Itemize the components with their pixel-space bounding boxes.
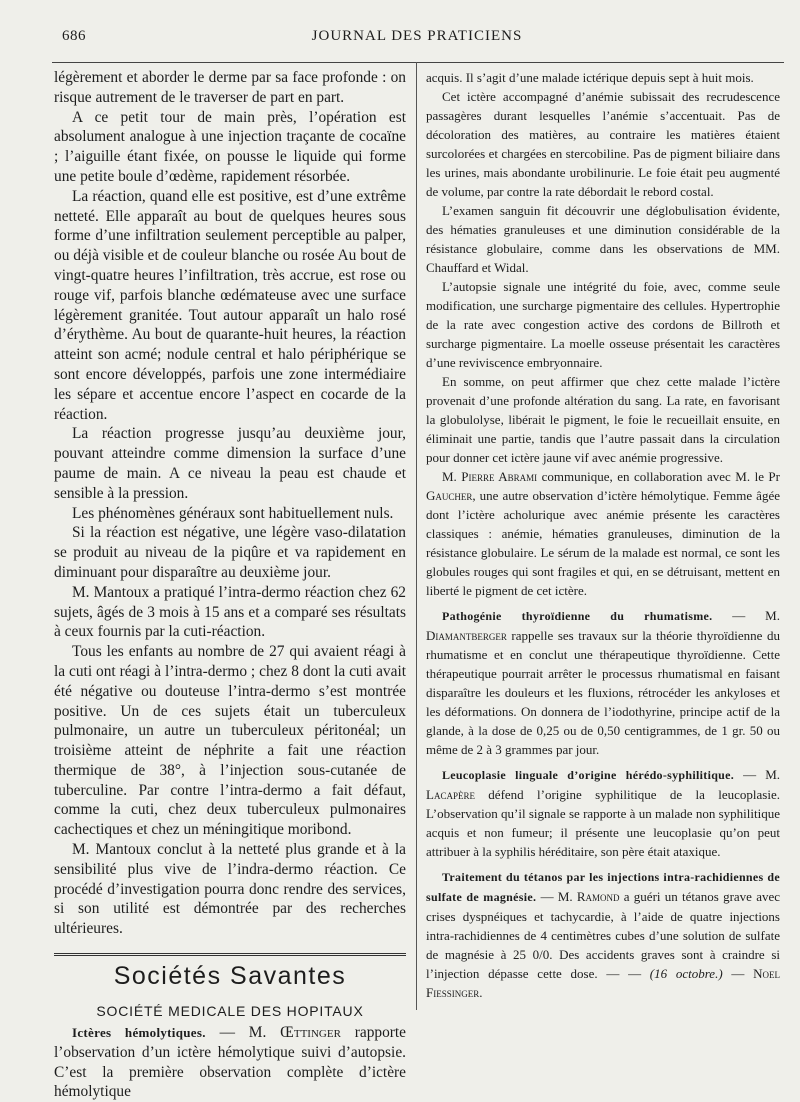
paragraph: L’autopsie signale une intégrité du foie, avec, comme seule modification, une surcharge pigmentaire des cellules. Hypertrophie de la rate avec congestion active des cordons de Billroth et surcharge pigmentaire. La moelle osseuse présentait les caractères d’une reviviscence embryonnaire. [426,279,780,370]
paragraph [426,765,780,861]
paragraph: M. Mantoux conclut à la netteté plus grande et à la sensibilité plus vive de l’indra-dermo réaction. Ce procédé d’investigation pourra donc rendre des services, si son utilité est démontrée par des recherches ultérieures. [54,841,406,938]
session-date: (16 octobre.) [649,966,723,981]
author-name: Ramond [576,889,620,904]
society-subtitle: SOCIÉTÉ MEDICALE DES HOPITAUX [96,1003,364,1020]
article-text: défend l’origine syphilitique de la leucoplasie. L’observation qu’il signale se rapporte à un malade non syphilitique acquis et non fumeur; il présente une leucoplasie qu’on peut attribuer à la syphilis héréditaire, son père était ataxique. [426,787,780,859]
dash: — M. [734,767,780,782]
author-name: Lacapère [426,787,475,802]
dash: — [722,966,754,981]
author-name: Diamantberger [426,628,507,643]
paragraph [426,867,780,1002]
text: M. [442,469,462,484]
article-text: , une autre observation d’ictère hémolytique. Femme âgée dont l’ictère acholurique avec anémie présente les caractères classiques : anémie, hématies granuleuses, diminution de la résistance globulaire. Le sérum de la malade est normal, ce sont les globules rouges qui sont fragiles et qui, en se détruisant, mettent en liberté le pigment de cet ictère. [426,488,780,598]
article-text: a guéri un tétanos grave avec crises dyspnéiques et tachycardie, à l’aide de quatre injections intra-rachidiennes de 4 centimètres cubes d’une solution de sulfate de magnésie à 25 0/0. Des accidents graves sont à craindre si l’injection dépasse cette dose. — — [426,889,780,981]
paragraph: Si la réaction est négative, une légère vaso-dilatation se produit au niveau de la piqûre et va rapidement en diminuant pour disparaître au deuxième jour. [54,524,406,581]
paragraph: La réaction progresse jusqu’au deuxième jour, pouvant atteindre comme dimension la surface d’une paume de main. A ce niveau la peau est chaude et sensible à la pression. [54,425,406,502]
paragraph: En somme, on peut affirmer que chez cette malade l’ictère provenait d’une profonde altération du sang. La rate, en favorisant la globulolyse, libérait le pigment, le foie le recueillait ensuite, en éliminait une partie, tandis que l’autre passait dans la circulation pour donner cet ictère jaune vif avec anémie progressive. [426,374,780,465]
paragraph: L’examen sanguin fit découvrir une déglobulisation évidente, des hématies granuleuses et une diminution considérable de la résistance globulaire, comme dans les observations de MM. Chauffard et Widal. [426,203,780,275]
right-column [426,68,780,1002]
paragraph: légèrement et aborder le derme par sa face profonde : on risque autrement de le traverser de part en part. [54,69,406,106]
text: communique, en collaboration avec M. le Pr [537,469,780,484]
paragraph [426,606,780,759]
paragraph [54,1023,406,1102]
paragraph: Cet ictère accompagné d’anémie subissait des recrudescence passagères durant lesquelles l’anémie s’accentuait. Pas de décoloration des matières, au contraire les matières étaient surcolorées et chargées en stercobiline. Pas de pigment biliaire dans les urines, mais abondante urobilinurie. Le foie était peu augmenté de volume, par contre la rate débordait le rebord costal. [426,89,780,199]
section-rule [54,953,406,956]
author-name: Pierre Abrami [461,469,538,484]
paragraph: acquis. Il s’agit d’une malade ictérique depuis sept à huit mois. [426,70,754,85]
header-rule [52,62,784,63]
article-text: rapporte l’observation d’un ictère hémolytique suivi d’autopsie. C’est la première observation complète d’ictère hémolytique [54,1024,406,1101]
dash: — M. [712,608,780,623]
paragraph: M. Mantoux a pratiqué l’intra-dermo réaction chez 62 sujets, âgés de 3 mois à 15 ans et a comparé ses résultats à ceux fournis par la cuti-réaction. [54,583,406,641]
paragraph: La réaction, quand elle est positive, est d’une extrême netteté. Elle apparaît au bout de quelques heures sous forme d’une infiltration seulement perceptible au palper, ou déjà visible et de couleur blanche ou rosée Au bout de vingt-quatre heures l’infiltration, très accrue, est rose ou rouge vif, parfois blanche œdémateuse avec une surface légèrement granitée. Tout autour apparaît un halo rosé d’érythème. Au bout de quarante-huit heures, la réaction atteint son acmé; nodule central et halo périphérique se sont encore développés, parfois une zone intermédiaire les sépare et accentue encore l’aspect en cocarde de la réaction. [54,187,406,423]
dash: — M. [205,1024,281,1042]
article-text: rappelle ses travaux sur la théorie thyroïdienne du rhumatisme et en conclut une thérapeutique thyroïdienne. Cette thérapeutique pourrait arrêter le processus rhumatismal en faisant disparaître les douleurs et les fluxions, rétrocéder les ankyloses et les déformations. On donnera de l’iodothyrine, principe actif de la glande, à la dose de 0,25 ou de 0,50 centigrammes, de 1 gr. 50 ou même de 2 à 3 grammes par jour. [426,628,780,757]
paragraph: A ce petit tour de main près, l’opération est absolument analogue à une injection traçante de cocaïne ; l’aiguille étant fixée, on pousse le liquide qui forme une petite boule d’œdème, rapidement résorbée. [54,108,406,185]
article-heading: Traitement du tétanos par les injections intra-rachidiennes de sulfate de magnésie. [426,870,780,904]
paragraph: Les phénomènes généraux sont habituellement nuls. [72,504,394,522]
dash: — M. [536,889,577,904]
article-heading: Leucoplasie linguale d’origine hérédo-syphilitique. [442,768,735,782]
page-number: 686 [62,28,86,44]
page-header [52,28,782,50]
signature: Noel Fiessinger. [426,966,780,1000]
article-heading: Pathogénie thyroïdienne du rhumatisme. [442,609,713,623]
paragraph: Tous les enfants au nombre de 27 qui avaient réagi à la cuti ont réagi à l’intra-dermo ; chez 8 dont la cuti avait été négative ou douteuse l’intra-dermo s’est montrée positive. Un de ces sujets était un tuberculeux pulmonaire, un autre un tuberculeux péritonéal; un troisième atteint de néphrite a fait une réaction thermique de 38°, à l’injection sous-cutanée de tuberculine. Par contre l’intra-dermo a fait défaut, comme la cuti, chez deux tuberculeux pulmonaires cachectiques et chez un méningitique moribond. [54,643,406,839]
left-column [54,68,406,1102]
journal-title: JOURNAL DES PRATICIENS [311,28,523,44]
section-title: Sociétés Savantes [113,962,347,991]
article-heading: Ictères hémolytiques. [72,1025,206,1041]
author-name: Gaucher [426,488,473,503]
column-divider [416,62,417,1010]
author-name: Œttinger [280,1024,341,1042]
paragraph [426,467,780,600]
